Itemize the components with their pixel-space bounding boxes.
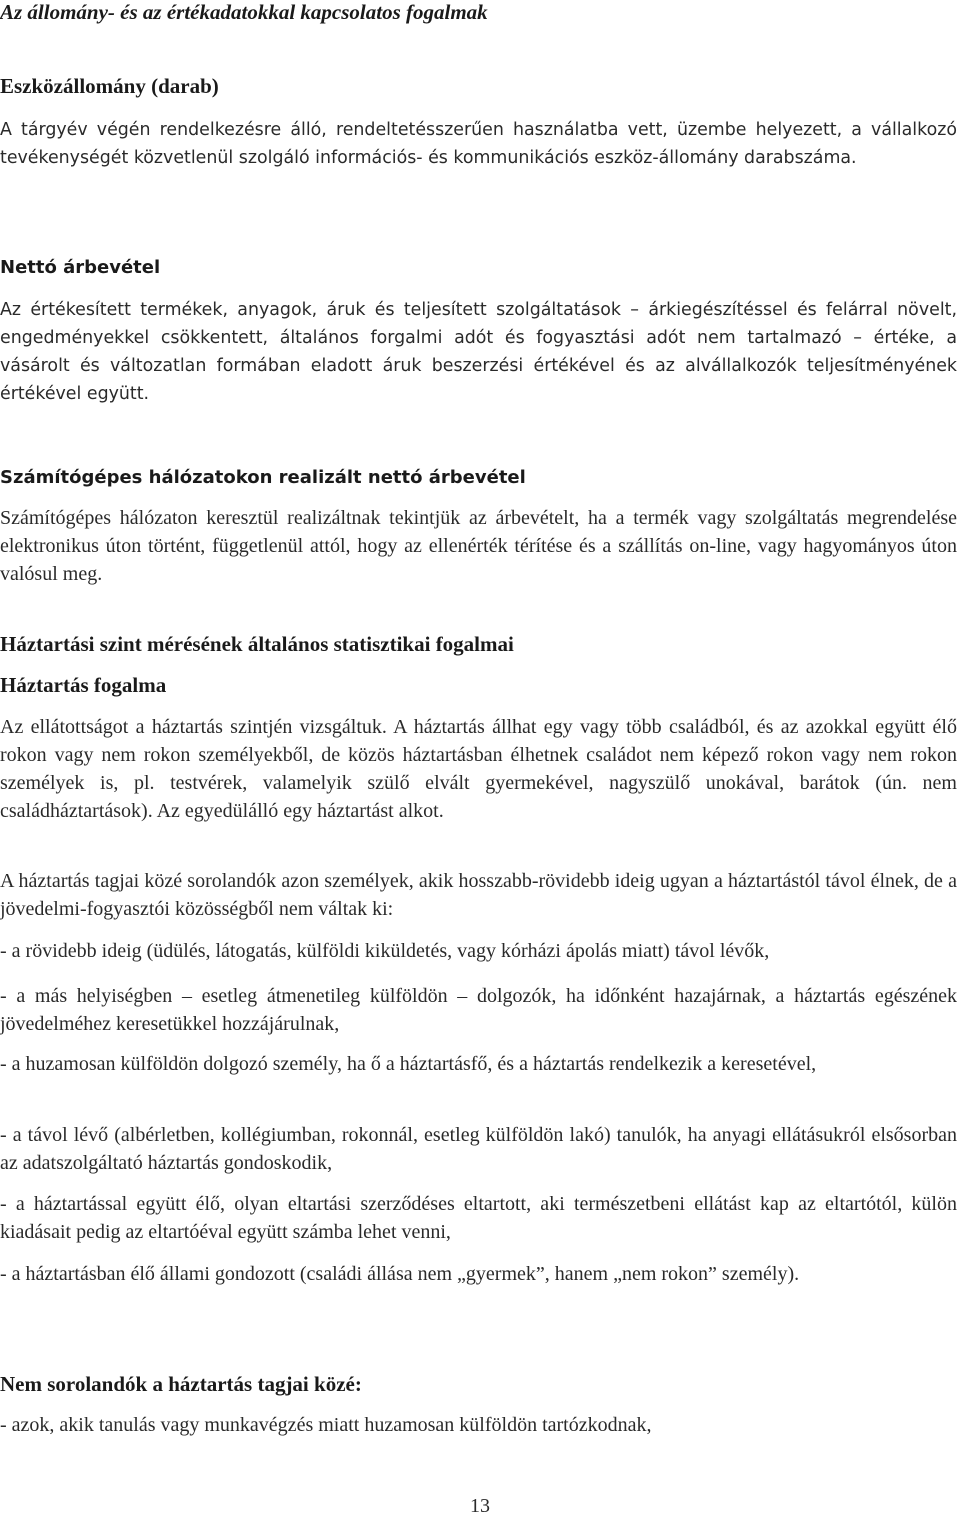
heading-haztartas-fogalma: Háztartás fogalma [0,673,167,697]
list-item: - azok, akik tanulás vagy munkavégzés miatt huzamosan külföldön tartózkodnak, [0,1414,652,1436]
heading-haztartasi-szint: Háztartási szint mérésének általános statisztikai fogalmai [0,632,514,656]
paragraph-haztartas-fogalma-2: A háztartás tagjai közé sorolandók azon személyek, akik hosszabb-rövidebb ideig ugyan a háztartástól távol élnek, de a jövedelmi-fogyasztói közösségből nem váltak ki: [0,870,957,920]
page-number: 13 [470,1495,490,1517]
list-item: - a huzamosan külföldön dolgozó személy, ha ő a háztartásfő, és a háztartás rendelkezik a keresetével, [0,1053,817,1075]
list-item: - a más helyiségben – esetleg átmenetileg külföldön – dolgozók, ha időnként hazajárnak, a háztartás egészének jövedelméhez keresetükkel hozzájárulnak, [0,985,957,1035]
document-title: Az állomány- és az értékadatokkal kapcsolatos fogalmak [0,0,488,24]
heading-netto-arbevetel: Nettó árbevétel [0,257,161,278]
paragraph-szamitogepes: Számítógépes hálózaton keresztül realizáltnak tekintjük az árbevételt, ha a termék vagy szolgáltatás megrendelése elektronikus úton történt, függetlenül attól, hogy az ellenérték térítése és a szállítás on-line, vagy hagyományos úton valósul meg. [0,507,957,585]
paragraph-netto-arbevetel: Az értékesített termékek, anyagok, áruk és teljesített szolgáltatások – árkiegészítéssel és felárral növelt, engedményekkel csökkentett, általános forgalmi adót és fogyasztási adót nem tartalmazó – értéke, a vásárolt és változatlan formában eladott áruk beszerzési értékével és az alvállalkozók teljesítményének értékével együtt. [0,300,957,404]
heading-szamitogepes: Számítógépes hálózatokon realizált nettó árbevétel [0,467,526,488]
list-item: - a távol lévő (albérletben, kollégiumban, rokonnál, esetleg külföldön lakó) tanulók, ha anyagi ellátásukról elsősorban az adatszolgáltató háztartás gondoskodik, [0,1124,957,1174]
paragraph-haztartas-fogalma-1: Az ellátottságot a háztartás szintjén vizsgáltuk. A háztartás állhat egy vagy több családból, és az azokkal együtt élő rokon vagy nem rokon személyekből, de közös háztartásban élhetnek családot nem képező rokon vagy nem rokon személyek is, pl. testvérek, valamelyik szülő elvált gyermekével, nagyszülő unokával, barátok (ún. nem családháztartások). Az egyedülálló egy háztartást alkot. [0,716,957,822]
heading-nem-sorolandok: Nem sorolandók a háztartás tagjai közé: [0,1372,362,1396]
list-item: - a háztartásban élő állami gondozott (családi állása nem „gyermek”, hanem „nem rokon” személy). [0,1263,800,1285]
heading-eszkozallomany: Eszközállomány (darab) [0,74,219,98]
paragraph-eszkozallomany: A tárgyév végén rendelkezésre álló, rendeltetésszerűen használatba vett, üzembe helyezett, a vállalkozó tevékenységét közvetlenül szolgáló információs- és kommunikációs eszköz-állomány darabszáma. [0,120,957,168]
list-item: - a rövidebb ideig (üdülés, látogatás, külföldi kiküldetés, vagy kórházi ápolás miatt) távol lévők, [0,940,770,962]
list-item: - a háztartással együtt élő, olyan eltartási szerződéses eltartott, aki természetbeni ellátást kap az eltartótól, külön kiadásait pedig az eltartóéval együtt számba lehet venni, [0,1193,957,1243]
